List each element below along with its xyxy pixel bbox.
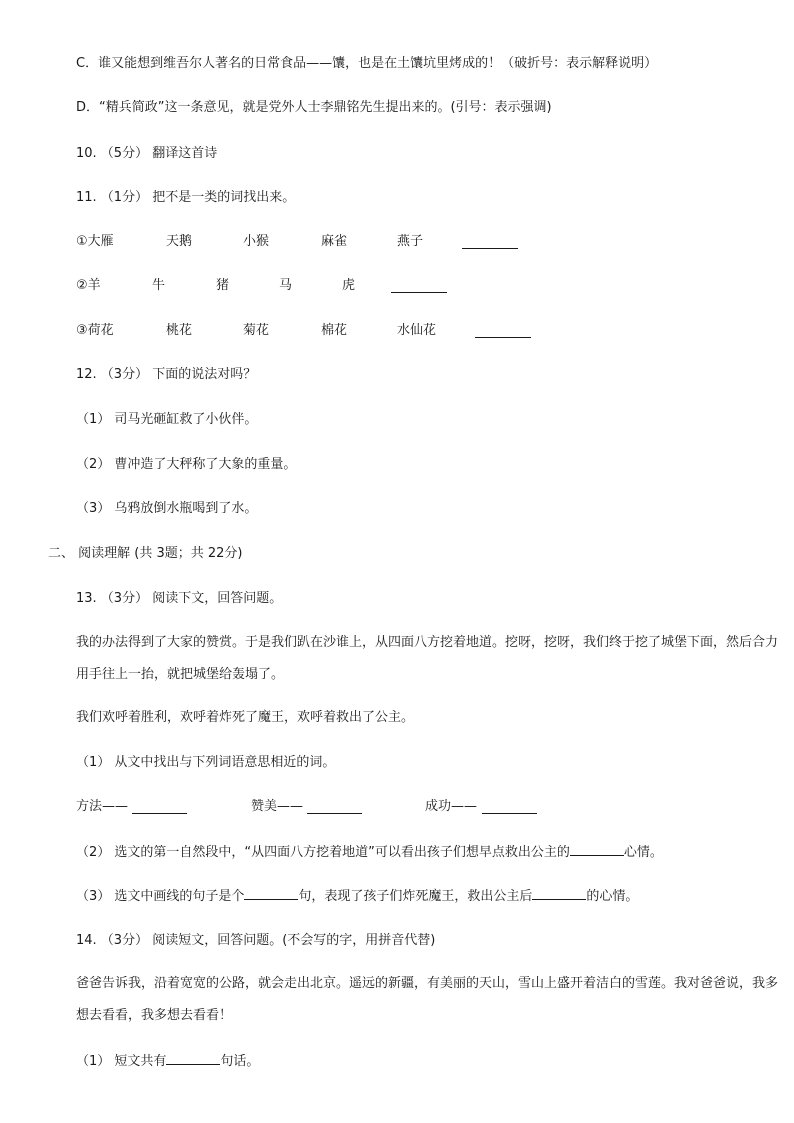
group-word: 水仙花	[397, 323, 437, 338]
passage-paragraph: 我的办法得到了大家的赞赏。于是我们趴在沙谁上，从四面八方挖着地道。挖呀，挖呀，我们终于挖了城堡下面，然后合力用手往上一抬，就把城堡给轰塌了。	[76, 635, 779, 682]
section-heading: 二、 阅读理解 (共 3题；共 22分)	[48, 546, 243, 561]
question-12-item-2: （2） 曹冲造了大秤称了大象的重量。	[76, 457, 297, 472]
answer-blank[interactable]	[570, 843, 624, 856]
synonym-prompt: 成功——	[425, 799, 478, 814]
item-text: 心情。	[623, 845, 663, 860]
group-word: ②羊	[76, 278, 101, 293]
item-text: 句，表现了孩子们炸死魔王，救出公主后	[298, 889, 533, 904]
item-text: 句话。	[220, 1054, 260, 1069]
question-12: 12. （3分） 下面的说法对吗？	[76, 367, 257, 382]
group-word: 燕子	[397, 234, 424, 249]
group-word: 虎	[342, 278, 356, 293]
question-13-item-3	[76, 887, 638, 906]
item-text: （2） 选文的第一自然段中，“从四面八方挖着地道”可以看出孩子们想早点救出公主的	[76, 845, 570, 860]
question-14: 14. （3分） 阅读短文，回答问题。(不会写的字，用拼音代替)	[76, 933, 436, 948]
group-word: 麻雀	[321, 234, 348, 249]
answer-blank[interactable]	[532, 887, 586, 900]
answer-blank[interactable]	[307, 801, 362, 814]
question-12-item-3: （3） 乌鸦放倒水瓶喝到了水。	[76, 501, 258, 516]
question-12-item-1: （1） 司马光砸缸救了小伙伴。	[76, 412, 258, 427]
item-text: （1） 短文共有	[76, 1054, 167, 1069]
group-word: 小猴	[243, 234, 270, 249]
answer-blank[interactable]	[475, 325, 531, 338]
item-text: 的心情。	[586, 889, 639, 904]
group-word: 菊花	[243, 323, 270, 338]
synonym-prompt: 赞美——	[251, 799, 304, 814]
answer-blank[interactable]	[482, 801, 537, 814]
group-word: 猪	[216, 278, 230, 293]
question-11: 11. （1分） 把不是一类的词找出来。	[76, 190, 296, 205]
option-d: D．“精兵简政”这一条意见，就是党外人士李鼎铭先生提出来的。(引号：表示强调)	[76, 100, 552, 115]
answer-blank[interactable]	[166, 1052, 220, 1065]
question-10: 10. （5分） 翻译这首诗	[76, 146, 218, 161]
question-14-item-1	[76, 1052, 259, 1071]
group-word: 天鹅	[166, 234, 193, 249]
option-c: C．谁又能想到维吾尔人著名的日常食品——馕，也是在土馕坑里烤成的！（破折号：表示解释说明）	[76, 56, 658, 71]
synonym-prompt: 方法——	[76, 799, 129, 814]
answer-blank[interactable]	[391, 280, 447, 293]
question-13-item-2	[76, 843, 663, 862]
passage-paragraph: 我们欢呼着胜利，欢呼着炸死了魔王，欢呼着救出了公主。	[76, 710, 415, 725]
group-word: 棉花	[321, 323, 348, 338]
question-13-item-1: （1） 从文中找出与下列词语意思相近的词。	[76, 755, 336, 770]
group-word: 牛	[152, 278, 166, 293]
question-13: 13. （3分） 阅读下文，回答问题。	[76, 591, 283, 606]
group-word: 马	[279, 278, 293, 293]
item-text: （3） 选文中画线的句子是个	[76, 889, 245, 904]
answer-blank[interactable]	[244, 887, 298, 900]
answer-blank[interactable]	[132, 801, 187, 814]
group-word: 桃花	[166, 323, 193, 338]
passage-paragraph: 爸爸告诉我，沿着宽宽的公路，就会走出北京。遥远的新疆，有美丽的天山，雪山上盛开着洁白的雪莲。我对爸爸说，我多想去看看，我多想去看看！	[76, 976, 779, 1023]
answer-blank[interactable]	[462, 236, 518, 249]
group-word: ③荷花	[76, 323, 114, 338]
group-word: ①大雁	[76, 234, 114, 249]
